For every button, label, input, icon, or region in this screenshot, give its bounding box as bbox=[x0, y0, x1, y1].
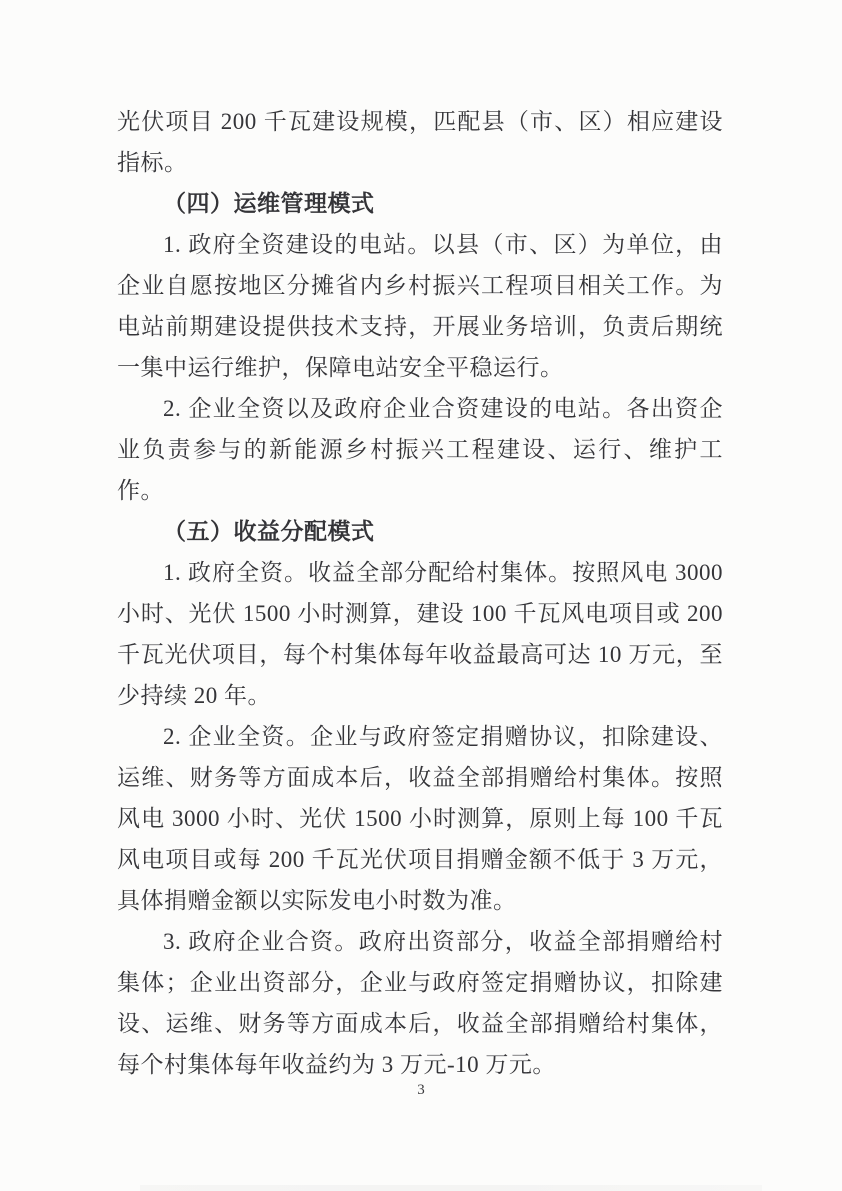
page-number: 3 bbox=[417, 1082, 425, 1098]
body-paragraph: 2. 企业全资以及政府企业合资建设的电站。各出资企业负责参与的新能源乡村振兴工程建设、运行、维护工作。 bbox=[117, 396, 723, 503]
body-paragraph: 1. 政府全资建设的电站。以县（市、区）为单位，由企业自愿按地区分摊省内乡村振兴工程项目相关工作。为电站前期建设提供技术支持，开展业务培训，负责后期统一集中运行维护，保障电站安全平稳运行。 bbox=[117, 232, 723, 380]
body-paragraph: 光伏项目 200 千瓦建设规模，匹配县（市、区）相应建设指标。 bbox=[117, 109, 723, 175]
body-paragraph: 2. 企业全资。企业与政府签定捐赠协议，扣除建设、运维、财务等方面成本后，收益全部捐赠给村集体。按照风电 3000 小时、光伏 1500 小时测算，原则上每 100 千瓦风电项目或每 200 千瓦光伏项目捐赠金额不低于 3 万元，具体捐赠金额以实际发电小时数为准。 bbox=[117, 724, 723, 913]
document-body bbox=[117, 101, 723, 1085]
scan-artifact bbox=[140, 1185, 762, 1191]
body-paragraph: 1. 政府全资。收益全部分配给村集体。按照风电 3000 小时、光伏 1500 小时测算，建设 100 千瓦风电项目或 200 千瓦光伏项目，每个村集体每年收益最高可达 10 万元，至少持续 20 年。 bbox=[117, 560, 723, 708]
section-heading: （四）运维管理模式 bbox=[163, 191, 375, 216]
body-paragraph: 3. 政府企业合资。政府出资部分，收益全部捐赠给村集体；企业出资部分，企业与政府签定捐赠协议，扣除建设、运维、财务等方面成本后，收益全部捐赠给村集体，每个村集体每年收益约为 3 万元-10 万元。 bbox=[117, 929, 723, 1077]
section-heading: （五）收益分配模式 bbox=[163, 519, 375, 544]
